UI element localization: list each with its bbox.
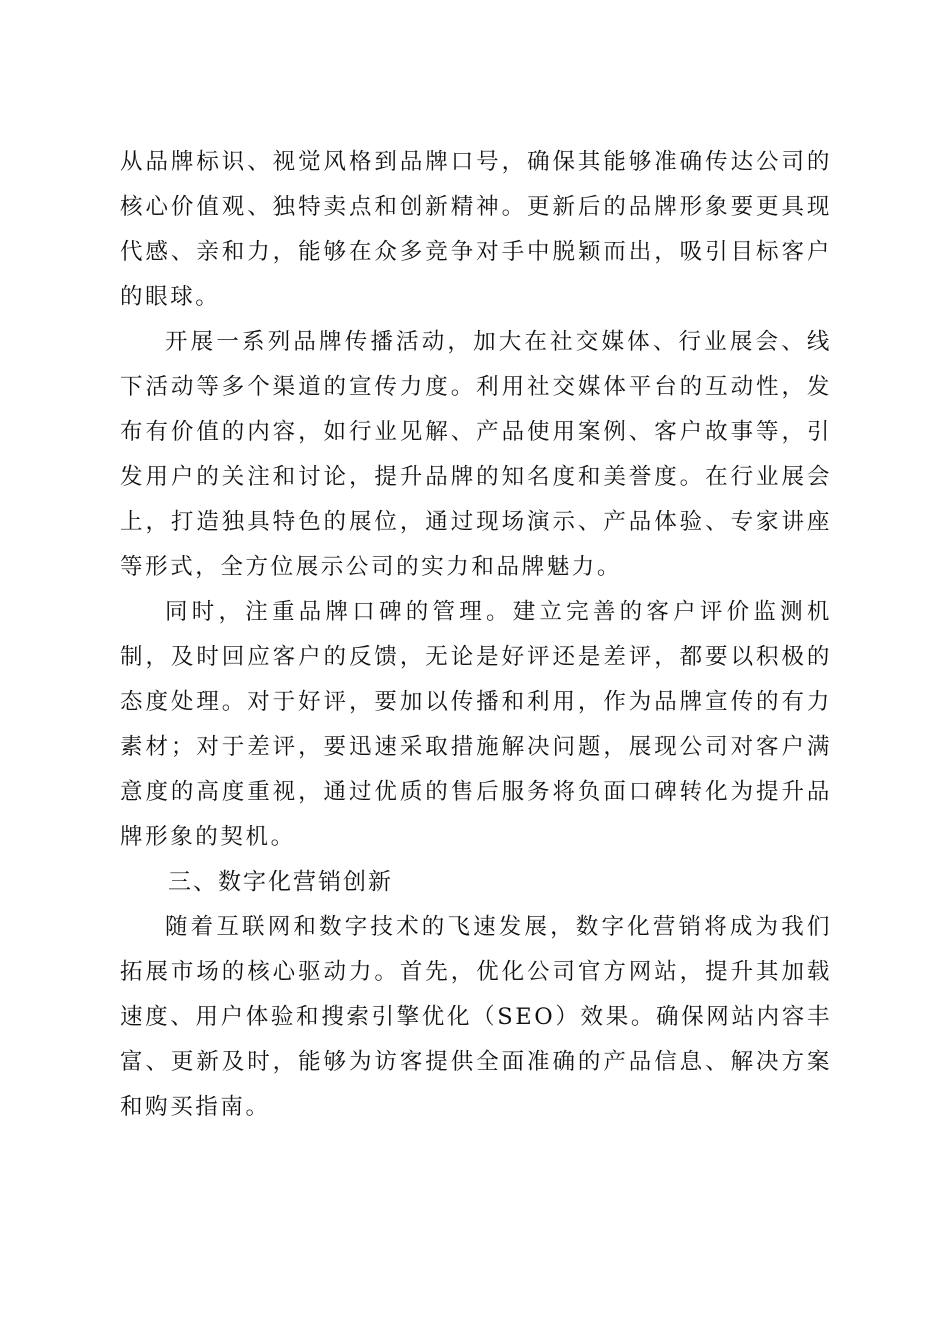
body-paragraph-4: 随着互联网和数字技术的飞速发展，数字化营销将成为我们拓展市场的核心驱动力。首先，优化公司官方网站，提升其加载速度、用户体验和搜索引擎优化（SEO）效果。确保网站内容丰富、更新及时，能够为访客提供全面准确的产品信息、解决方案和购买指南。 [120,914,832,1120]
section-heading: 三、数字化营销创新 [168,869,393,895]
document-page [120,140,832,1130]
body-paragraph-2: 开展一系列品牌传播活动，加大在社交媒体、行业展会、线下活动等多个渠道的宣传力度。利用社交媒体平台的互动性，发布有价值的内容，如行业见解、产品使用案例、客户故事等，引发用户的关注和讨论，提升品牌的知名度和美誉度。在行业展会上，打造独具特色的展位，通过现场演示、产品体验、专家讲座等形式，全方位展示公司的实力和品牌魅力。 [120,329,832,580]
body-paragraph-1: 从品牌标识、视觉风格到品牌口号，确保其能够准确传达公司的核心价值观、独特卖点和创新精神。更新后的品牌形象要更具现代感、亲和力，能够在众多竞争对手中脱颖而出，吸引目标客户的眼球。 [120,149,832,310]
body-paragraph-3: 同时，注重品牌口碑的管理。建立完善的客户评价监测机制，及时回应客户的反馈，无论是好评还是差评，都要以积极的态度处理。对于好评，要加以传播和利用，作为品牌宣传的有力素材；对于差评，要迅速采取措施解决问题，展现公司对客户满意度的高度重视，通过优质的售后服务将负面口碑转化为提升品牌形象的契机。 [120,599,832,850]
